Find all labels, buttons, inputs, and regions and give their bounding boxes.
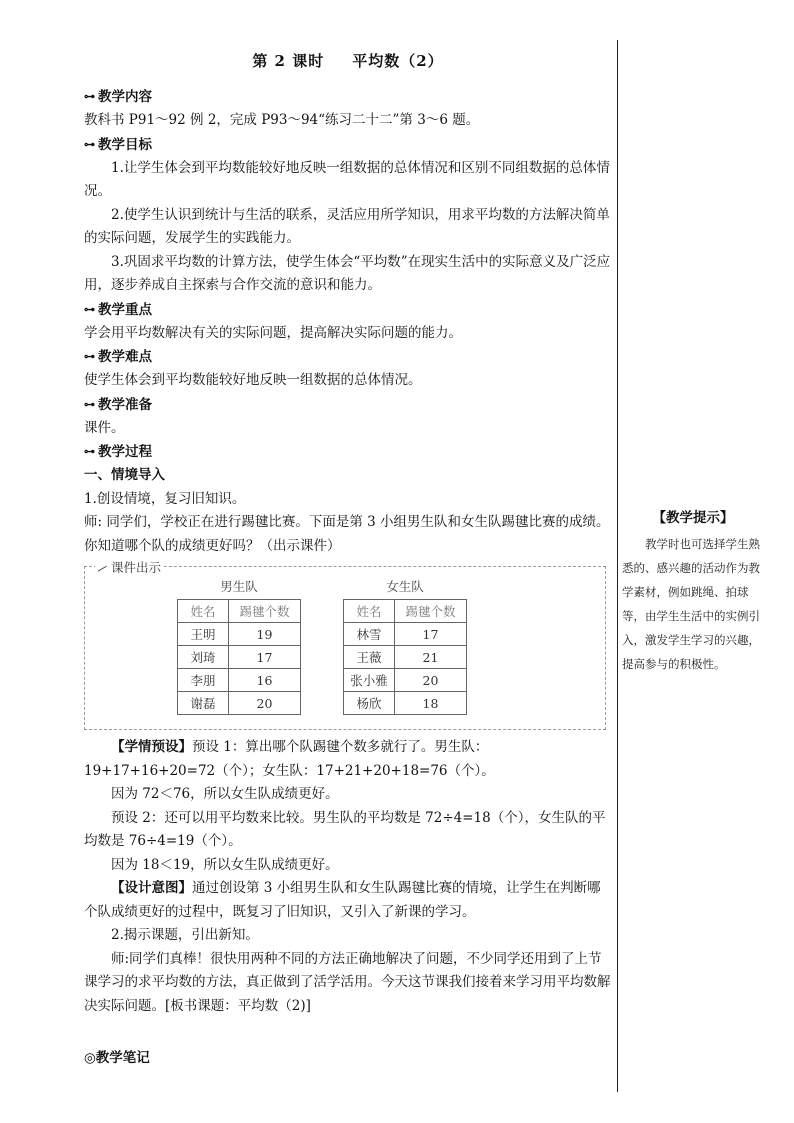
score-cell: 16 — [229, 669, 301, 692]
goal-1: 1.让学生体会到平均数能较好地反映一组数据的总体情况和区别不同组数据的总体情况。 — [84, 159, 610, 199]
key-text: 学会用平均数解决有关的实际问题，提高解决实际问题的能力。 — [84, 324, 462, 341]
section-heading-process: ⊶ 教学过程 — [84, 440, 612, 464]
table-row — [178, 646, 301, 669]
section-heading-content: ⊶ 教学内容 — [84, 85, 612, 109]
courseware-box — [84, 560, 606, 730]
goal-3: 3.巩固求平均数的计算方法，使学生体会“平均数”在现实生活中的实际意义及广泛应用，逐步养成自主探索与合作交流的意识和能力。 — [84, 253, 611, 293]
conclusion-1: 因为 72＜76，所以女生队成绩更好。 — [111, 786, 339, 802]
table-row — [344, 669, 467, 692]
girls-score-table — [343, 599, 467, 715]
section-heading-goals: ⊶ 教学目标 — [84, 133, 612, 157]
section-marker-icon: ⊶ — [84, 302, 95, 316]
step-2: 2.揭示课题，引出新知。 — [111, 927, 259, 943]
girls-table-block — [343, 577, 467, 715]
name-cell: 谢磊 — [178, 692, 229, 715]
goal-2: 2.使学生认识到统计与生活的联系，灵活应用所学知识，用求平均数的方法解决简单的实际问题，发展学生的实践能力。 — [84, 206, 610, 246]
step-1: 1.创设情境，复习旧知识。 — [84, 490, 246, 507]
part1-heading: 一、情境导入 — [84, 467, 165, 483]
page-title — [84, 50, 612, 71]
score-cell: 17 — [229, 646, 301, 669]
name-cell: 刘琦 — [178, 646, 229, 669]
table-row — [344, 646, 467, 669]
table-row — [178, 692, 301, 715]
teacher-prompt-1: 师: 同学们，学校正在进行踢毽比赛。下面是第 3 小组男生队和女生队踢毽比赛的成绩。你知道哪个队的成绩更好吗？（出示课件） — [84, 514, 610, 554]
score-cell: 20 — [229, 692, 301, 715]
sidebar-title: 【教学提示】 — [652, 510, 734, 526]
table-row — [344, 692, 467, 715]
table-header: 姓名 — [178, 600, 229, 623]
lesson-number: 第 2 课时 — [252, 52, 325, 70]
courseware-label: 课件出示 — [95, 558, 164, 576]
score-cell: 17 — [395, 623, 467, 646]
design-tag: 【设计意图】 — [111, 880, 192, 896]
teaching-notes-heading: ◎教学笔记 — [84, 1050, 150, 1066]
sidebar-body: 教学时也可选择学生熟悉的、感兴趣的活动作为教学素材，例如跳绳、拍球等，由学生生活中的实例引入，激发学生学习的兴趣，提高参与的积极性。 — [622, 537, 760, 671]
score-cell: 21 — [395, 646, 467, 669]
name-cell: 林雪 — [344, 623, 395, 646]
teaching-tip-sidebar — [622, 506, 764, 676]
score-cell: 20 — [395, 669, 467, 692]
margin-divider — [617, 40, 618, 1092]
score-cell: 19 — [229, 623, 301, 646]
teacher-prompt-2: 师:同学们真棒！很快用两种不同的方法正确地解决了问题，不少同学还用到了上节课学习的求平均数的方法，真正做到了活学活用。今天这节课我们接着来学习用平均数解决实际问题。[板书课题：平均数（2)] — [84, 950, 611, 1014]
preset-1: 【学情预设】预设 1：算出哪个队踢毽个数多就行了。男生队：19+17+16+20=72（个）；女生队：17+21+20+18=76（个）。 — [84, 739, 495, 779]
difficulty-text: 使学生体会到平均数能较好地反映一组数据的总体情况。 — [84, 372, 422, 388]
design-intent: 【设计意图】通过创设第 3 小组男生队和女生队踢毽比赛的情境，让学生在判断哪个队成绩更好的过程中，既复习了旧知识，又引入了新课的学习。 — [84, 880, 601, 920]
pen-icon — [98, 566, 109, 574]
name-cell: 王明 — [178, 623, 229, 646]
table-row — [178, 623, 301, 646]
name-cell: 李朋 — [178, 669, 229, 692]
preset-tag: 【学情预设】 — [111, 739, 192, 755]
section-marker-icon: ⊶ — [84, 350, 95, 363]
boys-score-table — [177, 599, 301, 715]
name-cell: 杨欣 — [344, 692, 395, 715]
name-cell: 张小雅 — [344, 669, 395, 692]
score-cell: 18 — [395, 692, 467, 715]
content-text: 教科书 P91～92 例 2，完成 P93～94“练习二十二”第 3～6 题。 — [84, 112, 480, 128]
conclusion-2: 因为 18＜19，所以女生队成绩更好。 — [111, 856, 339, 873]
section-heading-prep: ⊶ 教学准备 — [84, 393, 612, 417]
boys-table-block — [177, 577, 301, 715]
section-heading-difficulty: ⊶ 教学难点 — [84, 345, 612, 369]
section-marker-icon: ⊶ — [84, 397, 95, 411]
table-row — [344, 623, 467, 646]
main-column — [84, 50, 612, 1018]
table-header: 踢毽个数 — [229, 600, 301, 623]
boys-table-title: 男生队 — [220, 579, 258, 594]
lesson-topic: 平均数（2） — [352, 52, 444, 70]
girls-table-title: 女生队 — [386, 579, 424, 594]
table-row — [178, 669, 301, 692]
prep-text: 课件。 — [84, 419, 125, 436]
name-cell: 王薇 — [344, 646, 395, 669]
table-header: 姓名 — [344, 600, 395, 623]
preset-2: 预设 2：还可以用平均数来比较。男生队的平均数是 72÷4=18（个），女生队的平均数是 76÷4=19（个）。 — [84, 809, 606, 849]
section-marker-icon: ⊶ — [84, 445, 95, 458]
section-marker-icon: ⊶ — [84, 90, 95, 103]
section-heading-key: ⊶ 教学重点 — [84, 298, 612, 322]
section-marker-icon: ⊶ — [84, 137, 95, 151]
table-header: 踢毽个数 — [395, 600, 467, 623]
